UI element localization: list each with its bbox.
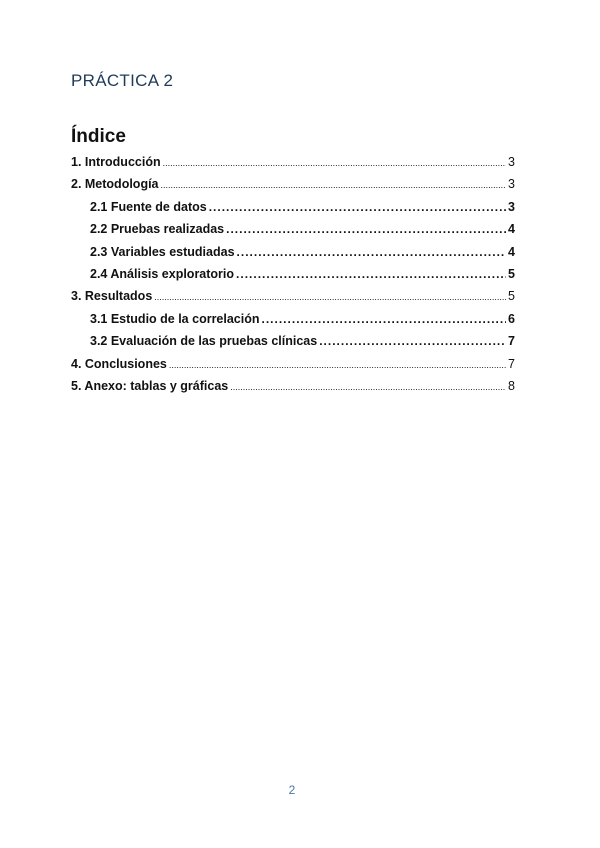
- toc-entry-page: 6: [508, 311, 515, 326]
- toc-dot-leader: [169, 357, 506, 371]
- toc-entry-label: 5. Anexo: tablas y gráficas: [71, 378, 229, 393]
- toc-entry-label: 1. Introducción: [71, 155, 161, 169]
- toc-entry-label: 2.1 Fuente de datos: [90, 199, 207, 214]
- toc-entry-label: 2. Metodología: [71, 177, 159, 192]
- toc-entry-label: 3.2 Evaluación de las pruebas clínicas: [90, 334, 318, 349]
- document-title: PRÁCTICA 2: [71, 71, 174, 90]
- toc-entry-label: 2.4 Análisis exploratorio: [90, 266, 235, 281]
- toc-entry-page: 7: [508, 334, 515, 349]
- toc-entry-evaluacion-pruebas[interactable]: [71, 334, 515, 356]
- toc-dot-leader: [236, 267, 506, 281]
- toc-entry-page: 8: [508, 378, 515, 393]
- toc-entry-introduccion[interactable]: [71, 155, 515, 177]
- toc-entry-page: 3: [508, 199, 515, 214]
- toc-dot-leader: [154, 289, 506, 303]
- toc-dot-leader: [163, 155, 506, 169]
- toc-entry-metodologia[interactable]: [71, 177, 515, 199]
- toc-entry-label: 3. Resultados: [71, 289, 153, 304]
- toc-entry-estudio-correlacion[interactable]: [71, 312, 515, 334]
- toc-entry-page: 4: [508, 222, 515, 237]
- toc-entry-page: 5: [508, 266, 515, 281]
- toc-entry-page: 3: [508, 177, 515, 192]
- toc-entry-fuente-de-datos[interactable]: [71, 200, 515, 222]
- toc-entry-label: 3.1 Estudio de la correlación: [90, 311, 260, 326]
- toc-dot-leader: [237, 245, 507, 259]
- page-number: 2: [288, 783, 296, 797]
- table-of-contents: [71, 155, 517, 401]
- toc-entry-label: 2.2 Pruebas realizadas: [90, 222, 225, 237]
- toc-entry-page: 7: [508, 356, 515, 371]
- toc-dot-leader: [226, 222, 506, 236]
- toc-heading: Índice: [71, 126, 126, 147]
- toc-dot-leader: [161, 177, 507, 191]
- toc-entry-page: 4: [508, 244, 515, 259]
- toc-entry-label: 2.3 Variables estudiadas: [90, 244, 235, 259]
- toc-entry-anexo[interactable]: [71, 379, 515, 401]
- toc-entry-variables-estudiadas[interactable]: [71, 245, 515, 267]
- toc-dot-leader: [209, 200, 506, 214]
- toc-dot-leader: [230, 379, 506, 393]
- toc-entry-page: 3: [508, 155, 515, 169]
- toc-dot-leader: [262, 312, 507, 326]
- toc-entry-page: 5: [508, 289, 515, 304]
- toc-entry-label: 4. Conclusiones: [71, 356, 167, 371]
- toc-dot-leader: [319, 334, 506, 348]
- toc-entry-pruebas-realizadas[interactable]: [71, 222, 515, 244]
- toc-entry-analisis-exploratorio[interactable]: [71, 267, 515, 289]
- toc-entry-conclusiones[interactable]: [71, 357, 515, 379]
- toc-entry-resultados[interactable]: [71, 289, 515, 311]
